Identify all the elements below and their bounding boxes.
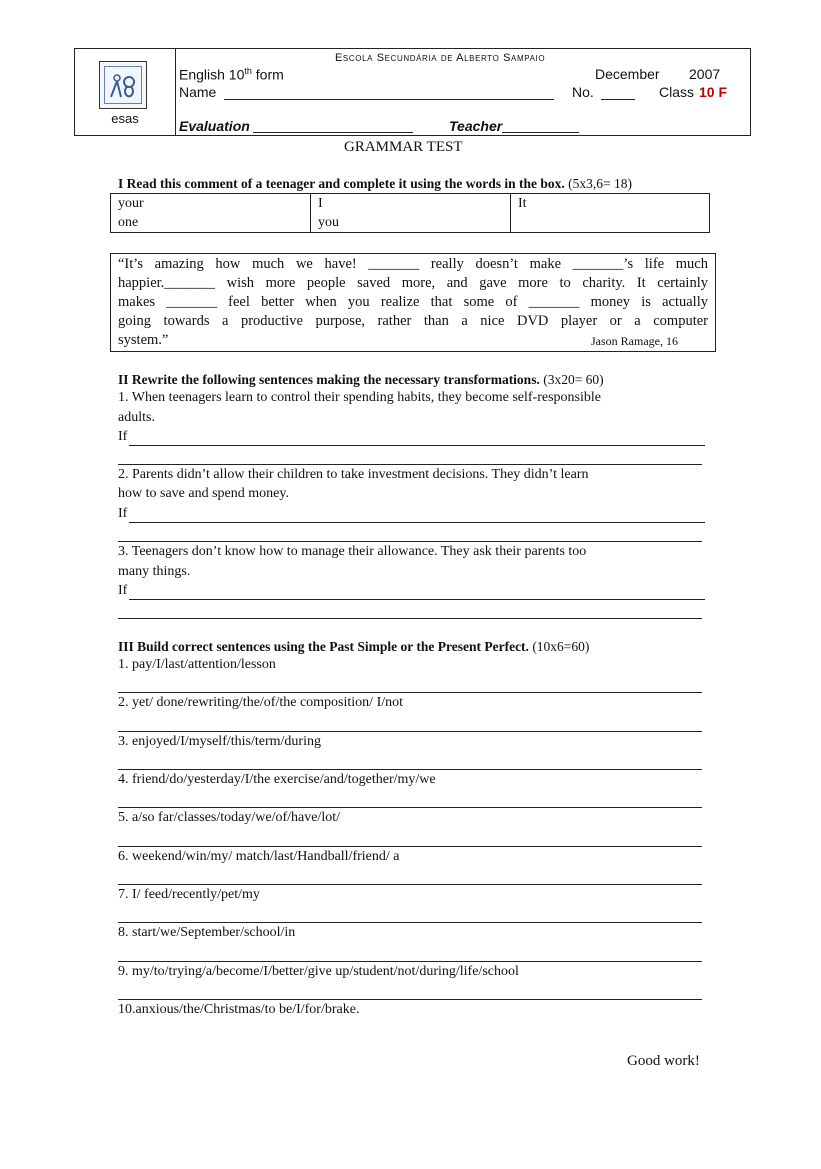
answer-line[interactable] xyxy=(118,731,702,732)
answer-line[interactable] xyxy=(129,599,705,600)
school-name: Escola Secundária de Alberto Sampaio xyxy=(335,52,546,64)
quote-line: happier._______ wish more people saved more, and gave more to charity. It certainly xyxy=(118,275,708,291)
name-label: Name xyxy=(179,84,217,100)
answer-line[interactable] xyxy=(118,464,702,465)
build-item: 8. start/we/September/school/in xyxy=(118,925,296,940)
quote-box xyxy=(110,253,716,352)
class-value: 10 F xyxy=(699,84,728,100)
build-item: 7. I/ feed/recently/pet/my xyxy=(118,887,260,902)
answer-line[interactable] xyxy=(118,618,702,619)
answer-line[interactable] xyxy=(118,999,702,1000)
year: 2007 xyxy=(689,66,721,82)
evaluation-label: Evaluation xyxy=(179,118,250,134)
quote-line: makes _______ feel better when you realize that some of _______ money is actually xyxy=(118,294,708,310)
quote-line: going towards a productive purpose, rather than a nice DVD player or a computer xyxy=(118,313,708,329)
rewrite-item: 2. Parents didn’t allow their children to take investment decisions. They didn’t learn xyxy=(118,467,589,482)
page-title: GRAMMAR TEST xyxy=(344,139,463,155)
quote-attribution: Jason Ramage, 16 xyxy=(591,334,678,348)
rewrite-item: many things. xyxy=(118,564,191,579)
answer-line[interactable] xyxy=(118,692,702,693)
build-item: 1. pay/I/last/attention/lesson xyxy=(118,657,276,672)
header-box xyxy=(74,48,751,136)
rewrite-item: adults. xyxy=(118,410,155,425)
number-label: No. xyxy=(572,84,594,100)
teacher-label: Teacher xyxy=(449,118,503,134)
answer-line[interactable] xyxy=(129,522,705,523)
logo-text: esas xyxy=(111,111,139,126)
build-item: 6. weekend/win/my/ match/last/Handball/friend/ a xyxy=(118,849,400,864)
answer-line[interactable] xyxy=(118,922,702,923)
school-logo xyxy=(99,61,147,109)
build-item: 2. yet/ done/rewriting/the/of/the composition/ I/not xyxy=(118,695,404,710)
rewrite-item: 1. When teenagers learn to control their spending habits, they become self-responsible xyxy=(118,390,601,405)
teacher-field[interactable] xyxy=(502,132,579,133)
compass-icon xyxy=(104,66,142,104)
section1-heading: I Read this comment of a teenager and complete it using the words in the box. (5x3,6= 18) xyxy=(118,176,632,191)
header-divider xyxy=(175,49,176,135)
answer-line[interactable] xyxy=(118,807,702,808)
if-label: If xyxy=(118,583,128,598)
word-cell: It xyxy=(510,194,711,232)
section3-heading: III Build correct sentences using the Past Simple or the Present Perfect. (10x6=60) xyxy=(118,639,590,654)
if-label: If xyxy=(118,429,128,444)
answer-line[interactable] xyxy=(118,541,702,542)
build-item: 5. a/so far/classes/today/we/of/have/lot/ xyxy=(118,810,340,825)
build-item: 10.anxious/the/Christmas/to be/I/for/brake. xyxy=(118,1002,360,1017)
word-cell: your one xyxy=(118,196,144,230)
answer-line[interactable] xyxy=(118,884,702,885)
quote-line: system.” xyxy=(118,332,169,348)
build-item: 9. my/to/trying/a/become/I/better/give up/student/not/during/life/school xyxy=(118,964,519,979)
class-label: Class xyxy=(659,84,695,100)
word-cell: I you xyxy=(310,194,511,232)
word-box xyxy=(110,193,710,233)
name-field[interactable] xyxy=(224,99,554,100)
evaluation-field[interactable] xyxy=(253,132,413,133)
answer-line[interactable] xyxy=(129,445,705,446)
build-item: 3. enjoyed/I/myself/this/term/during xyxy=(118,734,321,749)
answer-line[interactable] xyxy=(118,846,702,847)
subject: English 10th form xyxy=(179,66,284,83)
answer-line[interactable] xyxy=(118,961,702,962)
month: December xyxy=(595,66,660,82)
answer-line[interactable] xyxy=(118,769,702,770)
build-item: 4. friend/do/yesterday/I/the exercise/and/together/my/we xyxy=(118,772,436,787)
rewrite-item: 3. Teenagers don’t know how to manage their allowance. They ask their parents too xyxy=(118,544,587,559)
closing-text: Good work! xyxy=(627,1053,700,1069)
quote-line: “It’s amazing how much we have! _______ really doesn’t make _______’s life much xyxy=(118,256,708,272)
section2-heading: II Rewrite the following sentences making the necessary transformations. (3x20= 60) xyxy=(118,372,604,387)
if-label: If xyxy=(118,506,128,521)
rewrite-item: how to save and spend money. xyxy=(118,486,289,501)
number-field[interactable] xyxy=(601,99,635,100)
